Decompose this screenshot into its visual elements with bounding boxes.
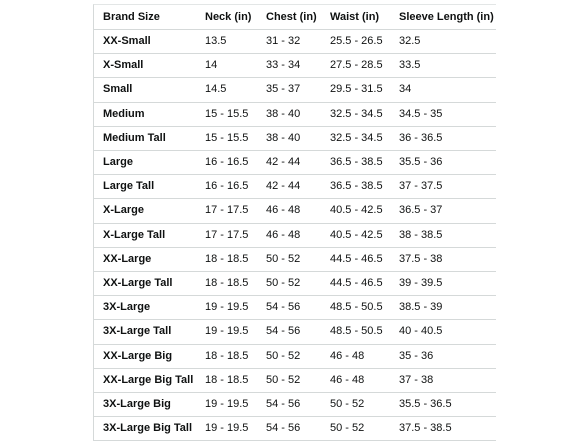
table-row <box>94 30 496 54</box>
cell-sleeve-length: 32.5 <box>390 30 496 54</box>
cell-brand-size: Medium Tall <box>94 126 196 150</box>
cell-waist: 40.5 - 42.5 <box>321 223 390 247</box>
cell-chest: 38 - 40 <box>257 102 321 126</box>
cell-neck: 19 - 19.5 <box>196 417 257 441</box>
cell-neck: 13.5 <box>196 30 257 54</box>
cell-brand-size: X-Large <box>94 199 196 223</box>
cell-neck: 19 - 19.5 <box>196 393 257 417</box>
cell-sleeve-length: 35.5 - 36.5 <box>390 393 496 417</box>
cell-waist: 48.5 - 50.5 <box>321 296 390 320</box>
cell-brand-size: Large Tall <box>94 175 196 199</box>
cell-waist: 46 - 48 <box>321 344 390 368</box>
cell-waist: 36.5 - 38.5 <box>321 151 390 175</box>
cell-waist: 50 - 52 <box>321 417 390 441</box>
cell-waist: 40.5 - 42.5 <box>321 199 390 223</box>
cell-brand-size: XX-Large Tall <box>94 272 196 296</box>
cell-waist: 27.5 - 28.5 <box>321 54 390 78</box>
cell-brand-size: Medium <box>94 102 196 126</box>
cell-chest: 42 - 44 <box>257 151 321 175</box>
cell-brand-size: XX-Large Big Tall <box>94 368 196 392</box>
size-chart-container <box>93 4 496 441</box>
cell-neck: 18 - 18.5 <box>196 247 257 271</box>
header-neck: Neck (in) <box>196 5 257 30</box>
cell-neck: 18 - 18.5 <box>196 272 257 296</box>
table-row <box>94 247 496 271</box>
cell-chest: 50 - 52 <box>257 272 321 296</box>
header-sleeve-length: Sleeve Length (in) <box>390 5 496 30</box>
cell-sleeve-length: 36.5 - 37 <box>390 199 496 223</box>
cell-brand-size: XX-Large <box>94 247 196 271</box>
cell-neck: 17 - 17.5 <box>196 223 257 247</box>
cell-chest: 42 - 44 <box>257 175 321 199</box>
table-row <box>94 78 496 102</box>
cell-sleeve-length: 39 - 39.5 <box>390 272 496 296</box>
cell-sleeve-length: 37.5 - 38.5 <box>390 417 496 441</box>
cell-neck: 14.5 <box>196 78 257 102</box>
cell-waist: 46 - 48 <box>321 368 390 392</box>
table-row <box>94 175 496 199</box>
table-row <box>94 102 496 126</box>
header-waist: Waist (in) <box>321 5 390 30</box>
table-row <box>94 344 496 368</box>
cell-brand-size: 3X-Large <box>94 296 196 320</box>
table-row <box>94 272 496 296</box>
cell-waist: 44.5 - 46.5 <box>321 272 390 296</box>
cell-neck: 16 - 16.5 <box>196 175 257 199</box>
table-row <box>94 199 496 223</box>
cell-chest: 35 - 37 <box>257 78 321 102</box>
cell-brand-size: X-Large Tall <box>94 223 196 247</box>
cell-chest: 54 - 56 <box>257 320 321 344</box>
cell-neck: 15 - 15.5 <box>196 126 257 150</box>
cell-neck: 14 <box>196 54 257 78</box>
cell-waist: 25.5 - 26.5 <box>321 30 390 54</box>
cell-neck: 15 - 15.5 <box>196 102 257 126</box>
cell-sleeve-length: 36 - 36.5 <box>390 126 496 150</box>
size-chart-table <box>94 5 496 441</box>
cell-sleeve-length: 38.5 - 39 <box>390 296 496 320</box>
cell-chest: 31 - 32 <box>257 30 321 54</box>
cell-chest: 54 - 56 <box>257 296 321 320</box>
cell-sleeve-length: 34.5 - 35 <box>390 102 496 126</box>
cell-chest: 54 - 56 <box>257 393 321 417</box>
cell-brand-size: 3X-Large Big <box>94 393 196 417</box>
cell-sleeve-length: 35.5 - 36 <box>390 151 496 175</box>
cell-sleeve-length: 34 <box>390 78 496 102</box>
table-row <box>94 54 496 78</box>
cell-sleeve-length: 37 - 38 <box>390 368 496 392</box>
cell-neck: 19 - 19.5 <box>196 320 257 344</box>
cell-brand-size: Small <box>94 78 196 102</box>
cell-waist: 48.5 - 50.5 <box>321 320 390 344</box>
table-row <box>94 320 496 344</box>
cell-brand-size: XX-Large Big <box>94 344 196 368</box>
cell-sleeve-length: 38 - 38.5 <box>390 223 496 247</box>
cell-neck: 17 - 17.5 <box>196 199 257 223</box>
table-row <box>94 393 496 417</box>
cell-brand-size: XX-Small <box>94 30 196 54</box>
cell-chest: 50 - 52 <box>257 368 321 392</box>
table-row <box>94 368 496 392</box>
table-row <box>94 296 496 320</box>
cell-chest: 50 - 52 <box>257 344 321 368</box>
cell-waist: 36.5 - 38.5 <box>321 175 390 199</box>
cell-neck: 18 - 18.5 <box>196 344 257 368</box>
cell-chest: 38 - 40 <box>257 126 321 150</box>
cell-chest: 46 - 48 <box>257 223 321 247</box>
table-row <box>94 223 496 247</box>
cell-sleeve-length: 40 - 40.5 <box>390 320 496 344</box>
table-row <box>94 417 496 441</box>
cell-waist: 44.5 - 46.5 <box>321 247 390 271</box>
cell-brand-size: Large <box>94 151 196 175</box>
size-chart-body <box>94 30 496 441</box>
cell-chest: 33 - 34 <box>257 54 321 78</box>
cell-chest: 50 - 52 <box>257 247 321 271</box>
cell-sleeve-length: 33.5 <box>390 54 496 78</box>
cell-waist: 32.5 - 34.5 <box>321 102 390 126</box>
cell-waist: 29.5 - 31.5 <box>321 78 390 102</box>
cell-sleeve-length: 37 - 37.5 <box>390 175 496 199</box>
table-header-row <box>94 5 496 30</box>
cell-waist: 32.5 - 34.5 <box>321 126 390 150</box>
cell-chest: 54 - 56 <box>257 417 321 441</box>
cell-sleeve-length: 35 - 36 <box>390 344 496 368</box>
cell-chest: 46 - 48 <box>257 199 321 223</box>
cell-neck: 18 - 18.5 <box>196 368 257 392</box>
cell-neck: 16 - 16.5 <box>196 151 257 175</box>
cell-neck: 19 - 19.5 <box>196 296 257 320</box>
header-brand-size: Brand Size <box>94 5 196 30</box>
cell-brand-size: X-Small <box>94 54 196 78</box>
cell-sleeve-length: 37.5 - 38 <box>390 247 496 271</box>
cell-brand-size: 3X-Large Big Tall <box>94 417 196 441</box>
cell-waist: 50 - 52 <box>321 393 390 417</box>
header-chest: Chest (in) <box>257 5 321 30</box>
cell-brand-size: 3X-Large Tall <box>94 320 196 344</box>
table-row <box>94 126 496 150</box>
table-row <box>94 151 496 175</box>
